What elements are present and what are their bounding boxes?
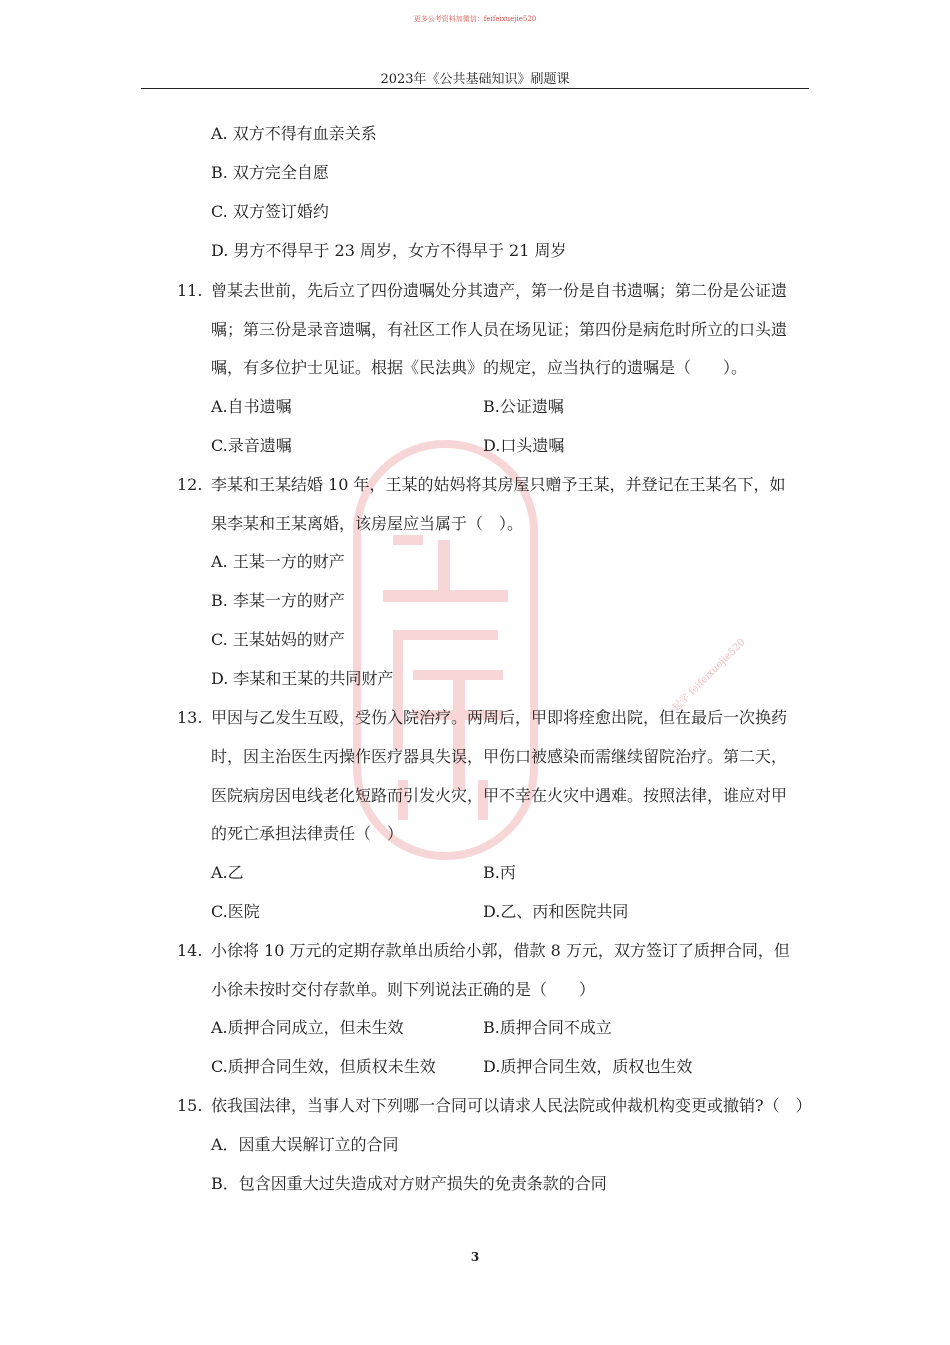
q14-option-d: D.质押合同生效，质权也生效: [483, 1057, 693, 1076]
q12-number: 12.: [177, 475, 203, 494]
q14-option-a: A.质押合同成立，但未生效: [211, 1018, 404, 1037]
diagonal-watermark: 一起学 feifeixuejie520: [663, 636, 748, 722]
q11-stem-line: 嘱；第三份是录音遗嘱，有社区工作人员在场见证；第四份是病危时所立的口头遗: [211, 320, 788, 339]
q14-stem-line: 小徐未按时交付存款单。则下列说法正确的是（ ）: [211, 980, 596, 999]
q14-option-c: C.质押合同生效，但质权未生效: [211, 1057, 436, 1076]
q13-option-a: A.乙: [211, 863, 244, 882]
page-header: 2023年《公共基础知识》刷题课: [380, 72, 570, 87]
q12-option-c: C. 王某姑妈的财产: [211, 630, 345, 649]
q15-option-a: A．因重大误解订立的合同: [211, 1135, 399, 1154]
q12-option-d: D. 李某和王某的共同财产: [211, 669, 394, 688]
q12-stem-line: 李某和王某结婚 10 年，王某的姑妈将其房屋只赠予王某，并登记在王某名下，如: [211, 475, 786, 494]
q12-option-b: B. 李某一方的财产: [211, 591, 345, 610]
q11-option-b: B.公证遗嘱: [483, 397, 564, 416]
q13-option-d: D.乙、丙和医院共同: [483, 902, 629, 921]
q14-option-b: B.质押合同不成立: [483, 1018, 612, 1037]
q13-option-b: B.丙: [483, 863, 516, 882]
q13-stem-line: 时，因主治医生丙操作医疗器具失误，甲伤口被感染而需继续留院治疗。第二天，: [211, 747, 788, 766]
q11-stem-line: 嘱，有多位护士见证。根据《民法典》的规定，应当执行的遗嘱是（ ）。: [211, 358, 748, 377]
q11-option-c: C.录音遗嘱: [211, 436, 292, 455]
q14-stem-line: 小徐将 10 万元的定期存款单出质给小郭，借款 8 万元，双方签订了质押合同，但: [211, 941, 790, 960]
q11-option-d: D.口头遗嘱: [483, 436, 565, 455]
q11-stem-line: 曾某去世前，先后立了四份遗嘱处分其遗产，第一份是自书遗嘱；第二份是公证遗: [211, 281, 788, 300]
q10-option-a: A. 双方不得有血亲关系: [211, 124, 377, 143]
page-number: 3: [470, 1250, 480, 1264]
top-note: 更多公考资料加微信：feifeixuejie520: [413, 15, 537, 23]
q10-option-b: B. 双方完全自愿: [211, 163, 329, 182]
q10-option-c: C. 双方签订婚约: [211, 202, 329, 221]
q13-stem-line: 甲因与乙发生互殴，受伤入院治疗。两周后，甲即将痊愈出院，但在最后一次换药: [211, 708, 788, 727]
q13-option-c: C.医院: [211, 902, 260, 921]
q11-number: 11.: [177, 281, 203, 300]
q13-stem-line: 医院病房因电线老化短路而引发火灾，甲不幸在火灾中遇难。按照法律，谁应对甲: [211, 786, 788, 805]
q13-number: 13.: [177, 708, 203, 727]
header-divider: [141, 88, 809, 89]
q15-number: 15.: [177, 1096, 203, 1115]
q10-option-d: D. 男方不得早于 23 周岁，女方不得早于 21 周岁: [211, 241, 567, 260]
q12-stem-line: 果李某和王某离婚，该房屋应当属于（ ）。: [211, 514, 524, 533]
q15-option-b: B．包含因重大过失造成对方财产损失的免责条款的合同: [211, 1174, 607, 1193]
q15-stem-line: 依我国法律，当事人对下列哪一合同可以请求人民法院或仲裁机构变更或撤销?（ ）: [211, 1096, 812, 1115]
q11-option-a: A.自书遗嘱: [211, 397, 292, 416]
q13-stem-line: 的死亡承担法律责任（ ）: [211, 824, 404, 843]
q14-number: 14.: [177, 941, 203, 960]
q12-option-a: A. 王某一方的财产: [211, 552, 345, 571]
